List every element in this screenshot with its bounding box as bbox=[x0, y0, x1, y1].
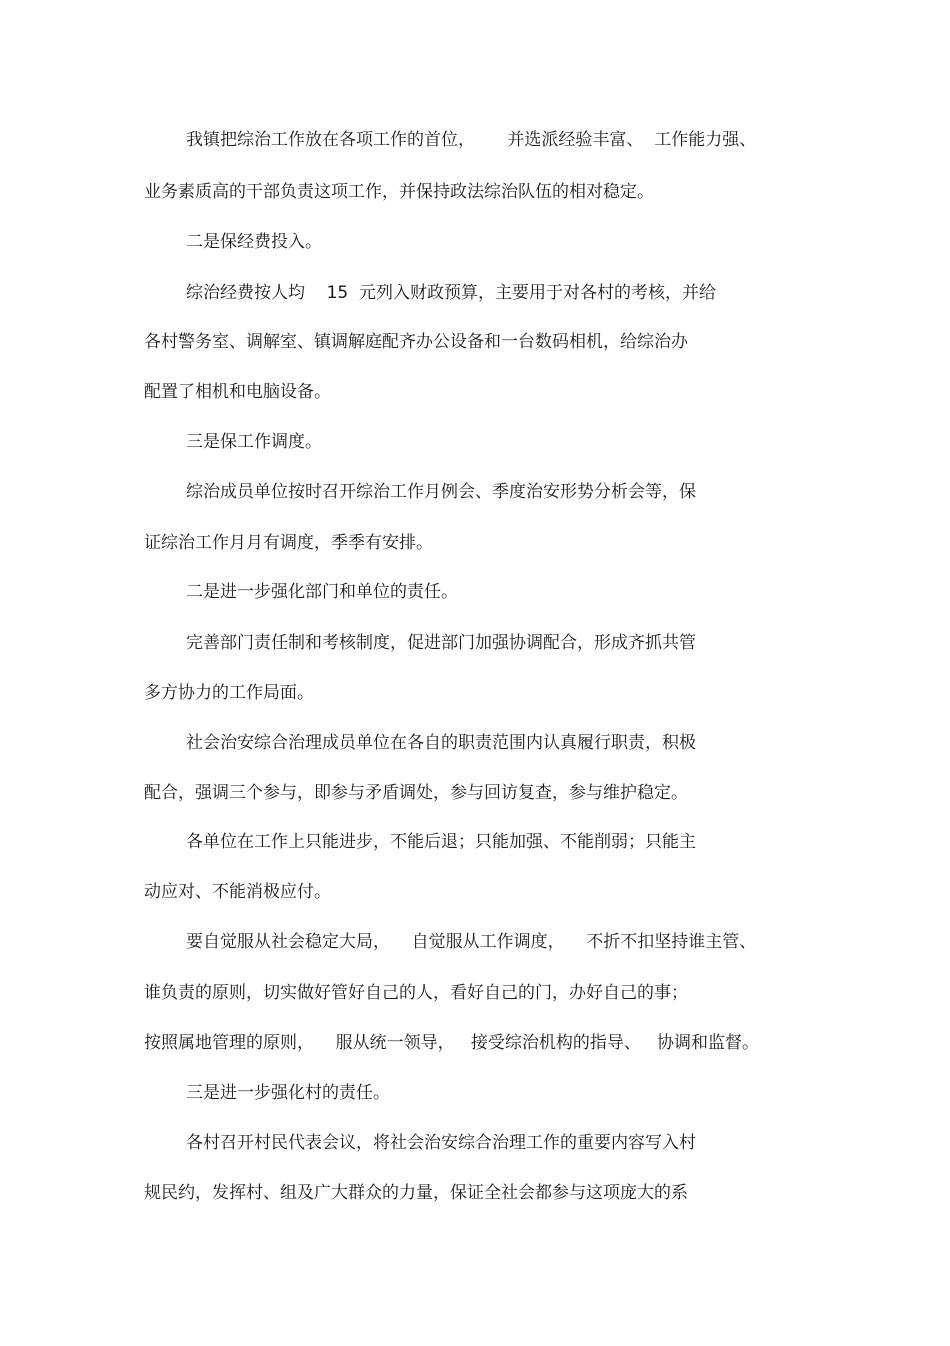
text-line: 我镇把综治工作放在各项工作的首位， 并选派经验丰富、 工作能力强、 bbox=[186, 130, 757, 150]
text-line: 配置了相机和电脑设备。 bbox=[144, 382, 331, 402]
text-line: 完善部门责任制和考核制度，促进部门加强协调配合，形成齐抓共管 bbox=[186, 633, 696, 653]
text-line: 证综治工作月月有调度，季季有安排。 bbox=[144, 533, 433, 553]
text-line: 各单位在工作上只能进步，不能后退；只能加强、不能削弱；只能主 bbox=[186, 832, 696, 852]
text-line: 配合，强调三个参与，即参与矛盾调处，参与回访复查，参与维护稳定。 bbox=[144, 783, 688, 803]
text-line: 三是进一步强化村的责任。 bbox=[186, 1083, 390, 1103]
text-line: 要自觉服从社会稳定大局， 自觉服从工作调度， 不折不扣坚持谁主管、 bbox=[186, 932, 757, 952]
text-line: 业务素质高的干部负责这项工作，并保持政法综治队伍的相对稳定。 bbox=[144, 182, 654, 202]
text-line: 各村召开村民代表会议，将社会治安综合治理工作的重要内容写入村 bbox=[186, 1133, 696, 1153]
text-line: 各村警务室、调解室、镇调解庭配齐办公设备和一台数码相机，给综治办 bbox=[144, 332, 688, 352]
text-line: 二是进一步强化部门和单位的责任。 bbox=[186, 582, 458, 602]
text-line: 动应对、不能消极应付。 bbox=[144, 882, 331, 902]
text-line: 二是保经费投入。 bbox=[186, 232, 322, 252]
text-line: 社会治安综合治理成员单位在各自的职责范围内认真履行职责，积极 bbox=[186, 733, 696, 753]
text-line: 多方协力的工作局面。 bbox=[144, 683, 314, 703]
text-line: 按照属地管理的原则， 服从统一领导， 接受综治机构的指导、 协调和监督。 bbox=[144, 1033, 760, 1053]
text-line: 综治经费按人均 15 元列入财政预算，主要用于对各村的考核，并给 bbox=[186, 283, 717, 303]
text-line: 三是保工作调度。 bbox=[186, 432, 322, 452]
text-line: 谁负责的原则，切实做好管好自己的人，看好自己的门，办好自己的事； bbox=[144, 983, 688, 1003]
text-line: 规民约，发挥村、组及广大群众的力量，保证全社会都参与这项庞大的系 bbox=[144, 1183, 688, 1203]
text-line: 综治成员单位按时召开综治工作月例会、季度治安形势分析会等，保 bbox=[186, 482, 696, 502]
